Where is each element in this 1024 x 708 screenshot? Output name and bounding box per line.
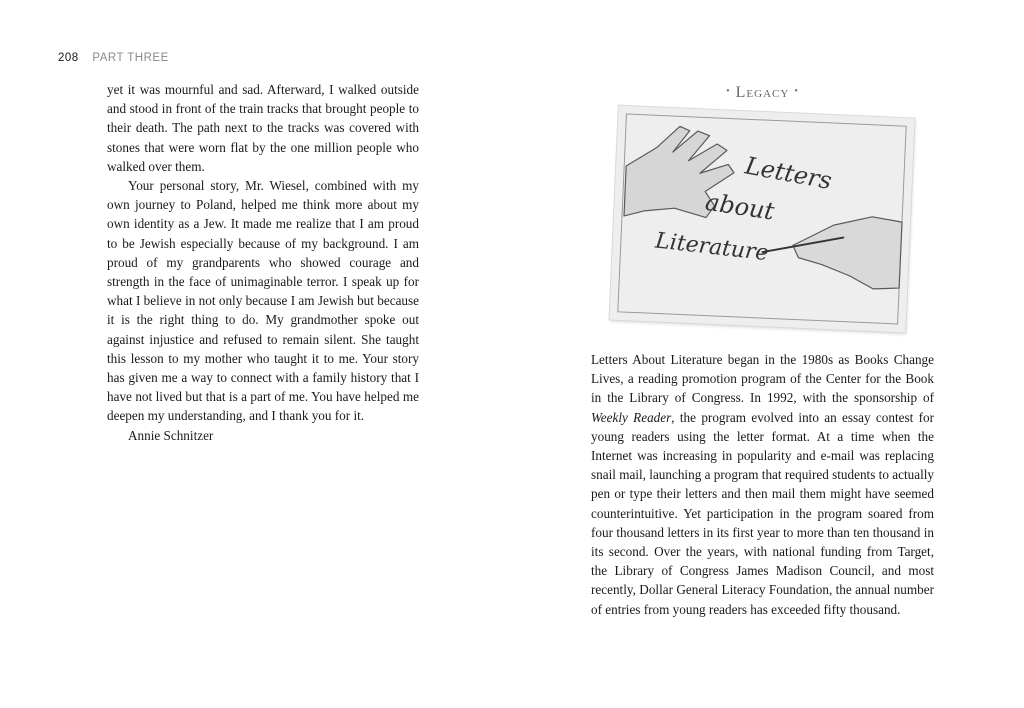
running-head xyxy=(58,52,169,64)
section-heading xyxy=(591,84,934,102)
illustration-line-2: about xyxy=(703,187,777,226)
publication-title: Weekly Reader xyxy=(591,409,672,425)
section-title: Legacy xyxy=(735,84,790,101)
paragraph-text: Letters About Literature began in the 1980s as Books Change Lives, a reading promotion program of the Center for the Book in the Library of Congress. In 1992, with the sponsorship of xyxy=(591,352,934,406)
left-column xyxy=(107,80,419,445)
right-column xyxy=(591,350,934,619)
bullet-icon: • xyxy=(726,86,731,97)
part-label: PART THREE xyxy=(92,52,169,64)
illustration-line-1: Letters xyxy=(742,151,834,196)
illustration-line-3: Literature xyxy=(653,228,770,267)
page-number: 208 xyxy=(58,52,79,64)
bullet-icon: • xyxy=(794,86,799,97)
letters-about-literature-illustration xyxy=(609,106,914,333)
paragraph xyxy=(591,350,934,619)
paragraph: yet it was mournful and sad. Afterward, I walked outside and stood in front of the train tracks that brought people to their death. The path next to the tracks was covered with stones that were worn flat by the one million people who walked over them. xyxy=(107,82,419,174)
paragraph: Your personal story, Mr. Wiesel, combined with my own journey to Poland, helped me think more about my own identity as a Jew. It made me realize that I am proud to be Jewish especially because of my background. I am proud of my grandparents who showed courage and strength in the face of unimaginable terror. I speak up for what I believe in not only because I am Jewish but because it is the right thing to do. My grandmother spoke out against injustice and refused to remain silent. She taught this lesson to my mother who taught it to me. Your story has given me a way to connect with a family history that I have not lived but that is a part of me. You have helped me deepen my understanding, and I thank you for it. xyxy=(107,178,419,424)
paragraph-text: , the program evolved into an essay contest for young readers using the letter format. At a time when the Internet was increasing in popularity and e-mail was replacing snail mail, launching a program that required students to actually pen or type their letters and then mail them might have seemed counterintuitive. Yet participation in the program soared from four thousand letters in its first year to more than ten thousand in its second. Over the years, with national funding from Target, the Library of Congress James Madison Council, and most recently, Dollar General Literacy Foundation, the annual number of entries from young readers has exceeded fifty thousand. xyxy=(591,409,934,617)
signature: Annie Schnitzer xyxy=(128,427,214,443)
